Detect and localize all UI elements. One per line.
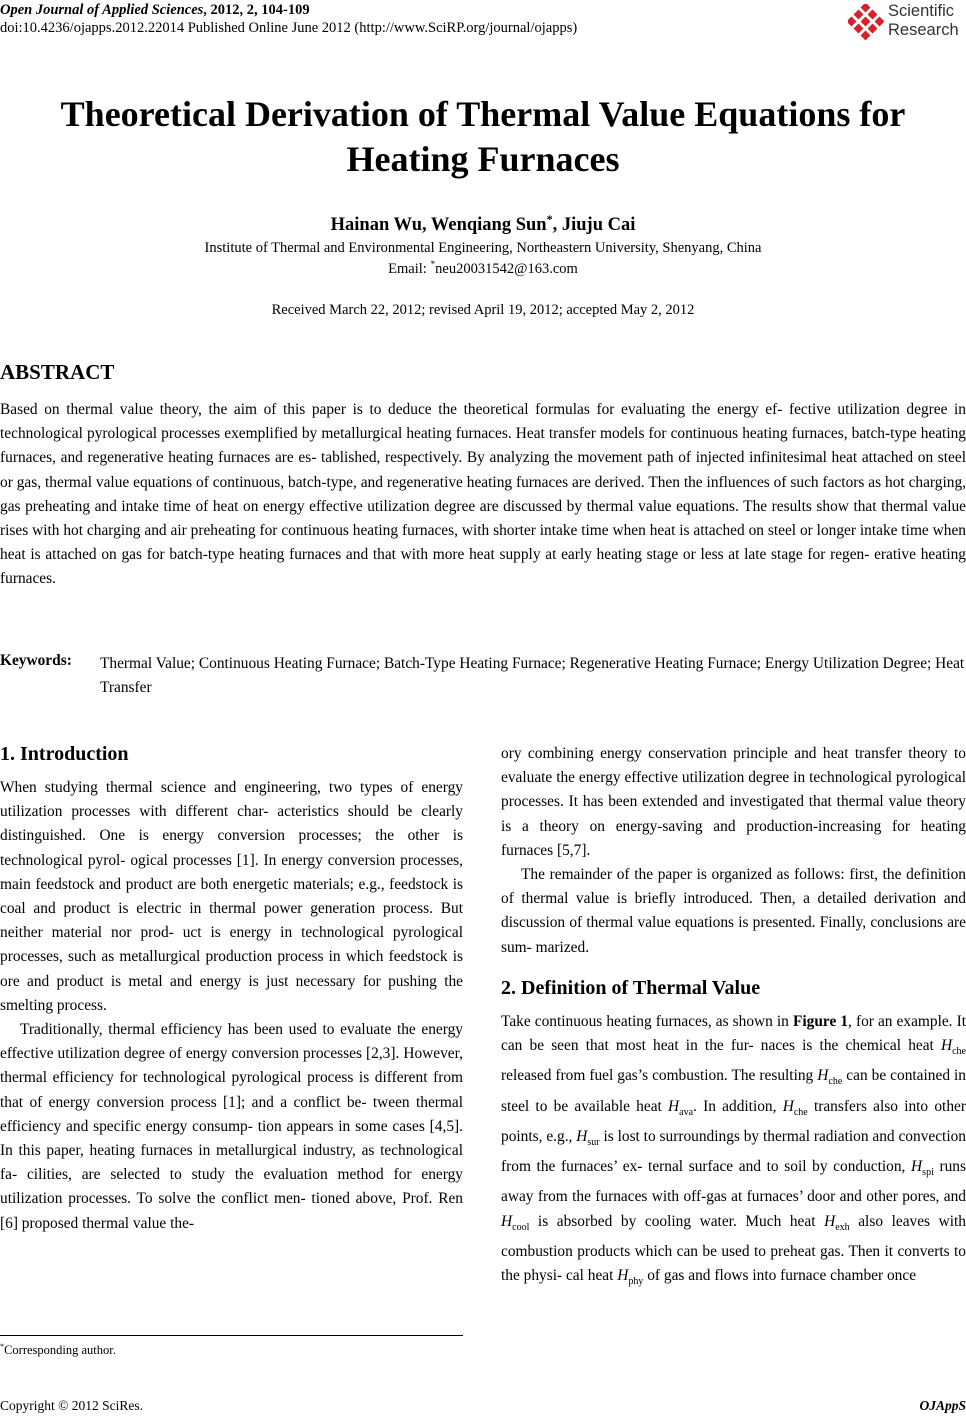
journal-doi-line: doi:10.4236/ojapps.2012.22014 Published Online June 2012 (http://www.SciRP.org/journal/ojapps) — [0, 20, 578, 36]
right-column — [501, 742, 966, 1294]
footnote-corresponding-author: *Corresponding author. — [0, 1342, 116, 1358]
intro-paragraph-1: When studying thermal science and engineering, two types of energy utilization processes with different char- acteristics should be clearly distinguished. One is energy conversion processes; the other is technological pyrol- ogical processes [1]. In energy conversion processes, main feedstock and product are both energetic materials; e.g., feedstock is coal and product is electric in thermal power generation process. But neither material nor prod- uct is energy in technological pyrological processes, such as metallurgical production process in which feedstock is ore and product is metal and energy is just necessary for pushing the smelting process. — [0, 779, 463, 1014]
section-heading-introduction: 1. Introduction — [0, 743, 129, 765]
right-paragraph-2: The remainder of the paper is organized as follows: first, the definition of thermal value is briefly introduced. Then, a detailed derivation and discussion of thermal value equations is presented. Finally, conclusions are sum- marized. — [501, 866, 966, 956]
journal-name: Open Journal of Applied Sciences — [0, 2, 204, 18]
publisher-logo — [848, 2, 966, 42]
figure-reference[interactable]: Figure 1 — [792, 1012, 849, 1030]
keywords-text: Thermal Value; Continuous Heating Furnace; Batch-Type Heating Furnace; Regenerative Heating Furnace; Energy Utilization Degree; Heat Transfer — [100, 655, 965, 697]
abstract-heading: ABSTRACT — [0, 360, 115, 384]
abstract-text: Based on thermal value theory, the aim of this paper is to deduce the theoretical formulas for evaluating the energy ef- fective utilization degree in technological pyrological processes exemplified by metallurgical heating furnaces. Heat transfer models for continuous heating furnaces, batch-type heating furnaces, and regenerative heating furnaces are es- tablished, respectively. By analyzing the movement path of injected infinitesimal heat attached on steel or gas, thermal value equations of continuous, batch-type, and regenerative heating furnaces are derived. Then the influences of such factors as hot charging, gas preheating and intake time of heat on energy effective utilization degree are discussed by thermal value equations. The results show that thermal value rises with hot charging and air preheating for continuous heating furnaces, with shorter intake time when heat is attached on steel or longer intake time when heat is attached on gas for batch-type heating furnaces and that with more heat supply at early heating stage or less at late stage for regen- erative heating furnaces. — [0, 401, 966, 588]
left-column — [0, 742, 463, 1236]
intro-paragraph-2: Traditionally, thermal efficiency has been used to evaluate the energy effective utilization degree of energy conversion processes [2,3]. However, thermal efficiency for technological pyrological process is different from that of energy conversion process [1]; and a conflict be- tween thermal efficiency and specific energy consump- tion appears in some cases [4,5]. In this paper, heating furnaces in metallurgical industry, as technological fa- cilities, are selected to study the evaluation method for energy utilization processes. To solve the conflict men- tioned above, Prof. Ren [6] proposed thermal value the- — [0, 1021, 463, 1232]
paper-authors: Hainan Wu, Wenqiang Sun*, Jiuju Cai — [330, 212, 636, 236]
publisher-logo-text — [888, 2, 959, 40]
footnote-rule — [0, 1335, 463, 1336]
paper-email: Email: *neu20031542@163.com — [388, 260, 578, 277]
publisher-logo-icon — [848, 4, 884, 40]
paper-title: Theoretical Derivation of Thermal Value Equations for Heating Furnaces — [60, 94, 906, 179]
journal-header-line1 — [0, 2, 310, 19]
journal-volume-info: , 2012, 2, 104-109 — [203, 2, 310, 18]
paper-affiliation: Institute of Thermal and Environmental Engineering, Northeastern University, Shenyang, China — [204, 240, 762, 256]
right-paragraph-1: ory combining energy conservation principle and heat transfer theory to evaluate the energy effective utilization degree in technological pyrological processes. It has been extended and investigated that thermal value theory is a theory on energy-saving and production-increasing for heating furnaces [5,7]. — [501, 745, 966, 859]
footer-journal-abbr: OJAppS — [919, 1398, 966, 1413]
footer-copyright: Copyright © 2012 SciRes. — [0, 1398, 144, 1413]
keywords-label: Keywords: — [0, 652, 72, 669]
paper-received-dates: Received March 22, 2012; revised April 19, 2012; accepted May 2, 2012 — [271, 302, 695, 318]
publisher-logo-line2: Research — [888, 21, 959, 39]
section-heading-definition: 2. Definition of Thermal Value — [501, 976, 761, 999]
definition-paragraph-1: Take continuous heating furnaces, as shown in Figure 1, for an example. It can be seen that most heat in the fur- naces is the chemical heat $H_{che}$ released from fuel gas’s combustion. The resulting $H_{che}$ can be contained in steel to be available heat $H_{ava}$. In addition, $H_{che}$ transfers also into other points, e.g., $H_{sur}$ is lost to surroundings by thermal radiation and convection from the furnaces’ ex- ternal surface and to soil by conduction, $H_{spi}$ runs away from the furnaces with off-gas at furnaces’ door and other pores, and $H_{cool}$ is absorbed by cooling water. Much heat $H_{exh}$ also leaves with combustion products which can be used to preheat gas. Then it converts to the physi- cal heat $H_{phy}$ of gas and flows into furnace chamber once — [501, 1012, 966, 1288]
publisher-logo-line1: Scientific — [888, 2, 955, 20]
